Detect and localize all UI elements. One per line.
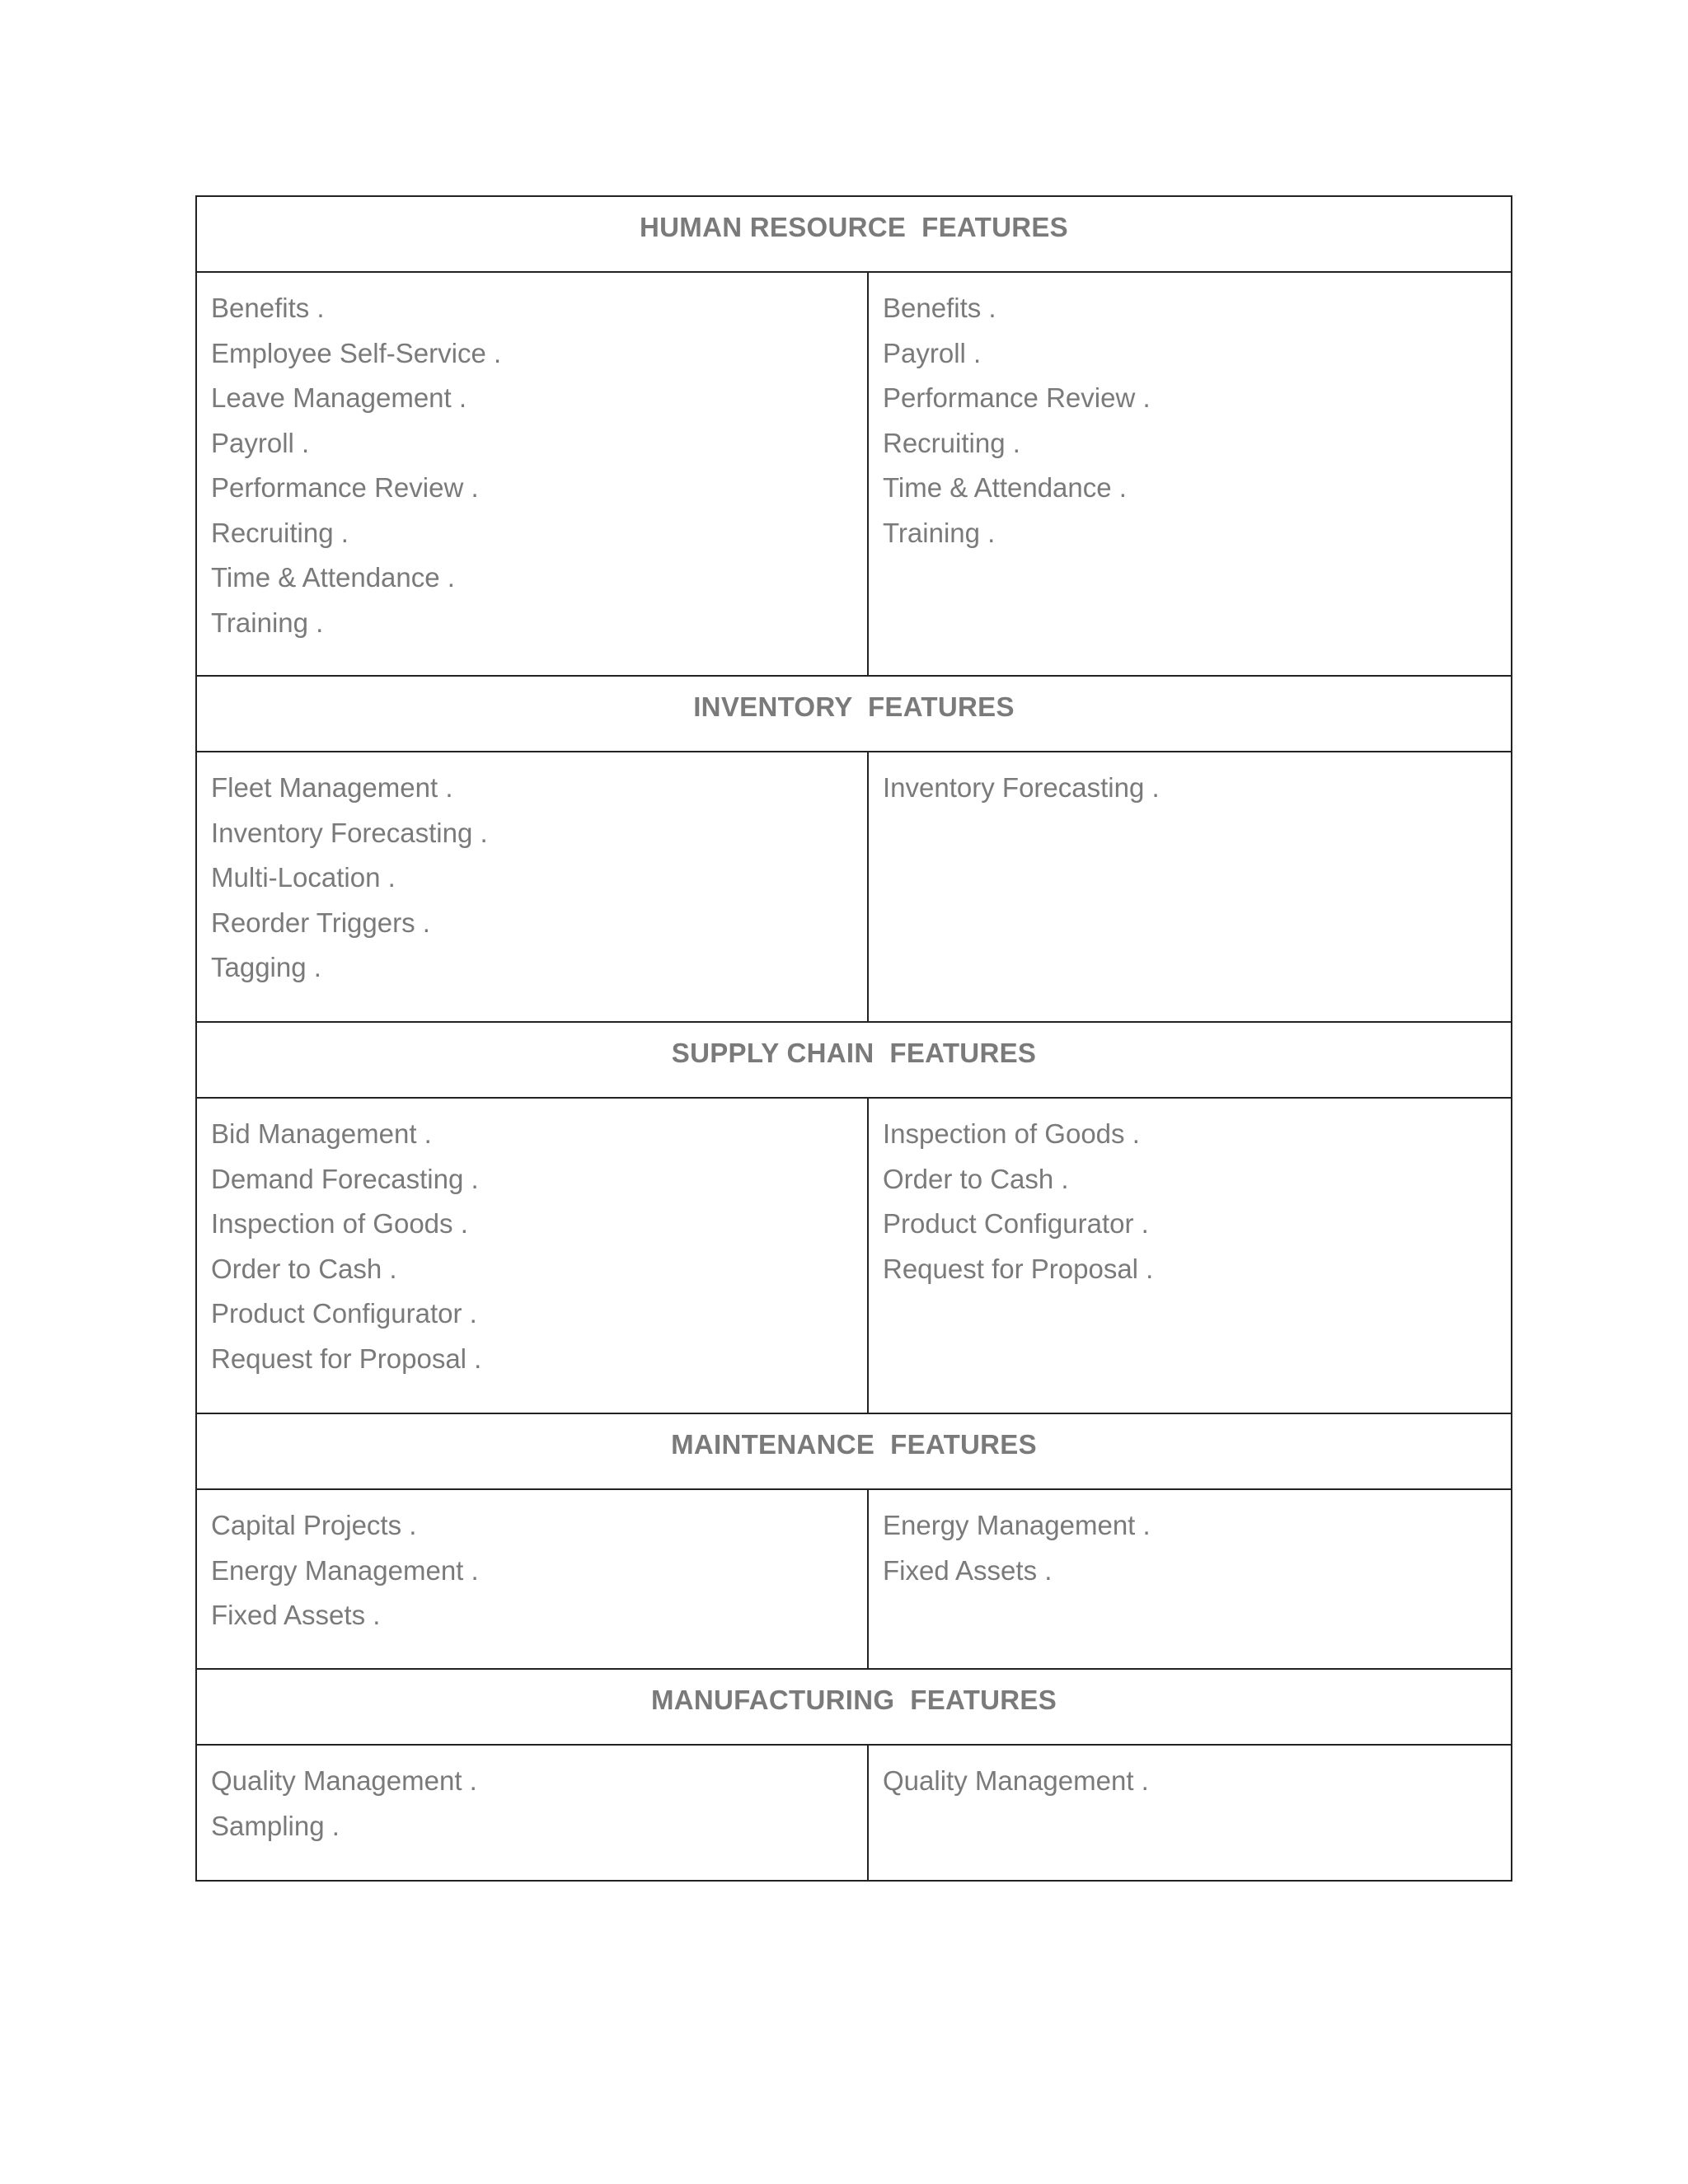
features-table	[195, 195, 1512, 1882]
right-column	[869, 273, 1511, 675]
list-item: Sampling .	[211, 1810, 340, 1841]
list-item: Inspection of Goods .	[211, 1208, 468, 1239]
right-column	[869, 1490, 1511, 1668]
list-item: Performance Review .	[211, 472, 479, 503]
list-item: Inventory Forecasting .	[211, 817, 488, 848]
section-title: MANUFACTURING FEATURES	[197, 1670, 1511, 1746]
section-inventory	[197, 677, 1511, 1023]
list-item: Benefits .	[211, 293, 325, 323]
section-title: MAINTENANCE FEATURES	[197, 1414, 1511, 1490]
list-item: Fixed Assets .	[883, 1554, 1053, 1586]
list-item: Benefits .	[883, 293, 996, 323]
list-item: Employee Self-Service .	[211, 337, 502, 368]
list-item: Quality Management .	[211, 1765, 477, 1796]
section-manufacturing	[197, 1670, 1511, 1880]
list-item: Recruiting .	[211, 517, 349, 548]
list-item: Training .	[211, 607, 324, 638]
section-title: HUMAN RESOURCE FEATURES	[197, 197, 1511, 273]
right-column	[869, 752, 1511, 1021]
list-item: Fleet Management .	[211, 772, 453, 803]
list-item: Fixed Assets .	[211, 1600, 381, 1630]
section-supply-chain	[197, 1023, 1511, 1414]
section-title: SUPPLY CHAIN FEATURES	[197, 1023, 1511, 1099]
section-maintenance	[197, 1414, 1511, 1670]
list-item: Inventory Forecasting .	[883, 772, 1160, 803]
list-item: Payroll .	[211, 427, 310, 458]
list-item: Multi-Location .	[211, 862, 396, 893]
list-item: Energy Management .	[883, 1510, 1151, 1540]
list-item: Request for Proposal .	[211, 1343, 482, 1374]
list-item: Quality Management .	[883, 1765, 1149, 1796]
list-item: Time & Attendance .	[883, 472, 1127, 503]
list-item: Energy Management .	[211, 1554, 479, 1586]
list-item: Reorder Triggers .	[211, 907, 430, 938]
list-item: Performance Review .	[883, 382, 1151, 413]
list-item: Product Configurator .	[211, 1298, 477, 1329]
section-human-resource	[197, 197, 1511, 677]
list-item: Order to Cash .	[211, 1253, 397, 1284]
list-item: Bid Management .	[211, 1118, 432, 1149]
left-column	[197, 1490, 869, 1668]
left-column	[197, 752, 869, 1021]
list-item: Order to Cash .	[883, 1163, 1069, 1194]
right-column	[869, 1099, 1511, 1413]
list-item: Capital Projects .	[211, 1510, 417, 1540]
list-item: Request for Proposal .	[883, 1253, 1154, 1284]
left-column	[197, 1099, 869, 1413]
list-item: Tagging .	[211, 952, 321, 982]
list-item: Time & Attendance .	[211, 562, 455, 593]
list-item: Leave Management .	[211, 382, 467, 413]
list-item: Recruiting .	[883, 427, 1020, 458]
list-item: Inspection of Goods .	[883, 1118, 1140, 1149]
section-title: INVENTORY FEATURES	[197, 677, 1511, 752]
list-item: Demand Forecasting .	[211, 1163, 479, 1194]
list-item: Product Configurator .	[883, 1208, 1149, 1239]
left-column	[197, 1746, 869, 1880]
right-column	[869, 1746, 1511, 1880]
left-column	[197, 273, 869, 675]
list-item: Payroll .	[883, 337, 982, 368]
list-item: Training .	[883, 517, 996, 548]
